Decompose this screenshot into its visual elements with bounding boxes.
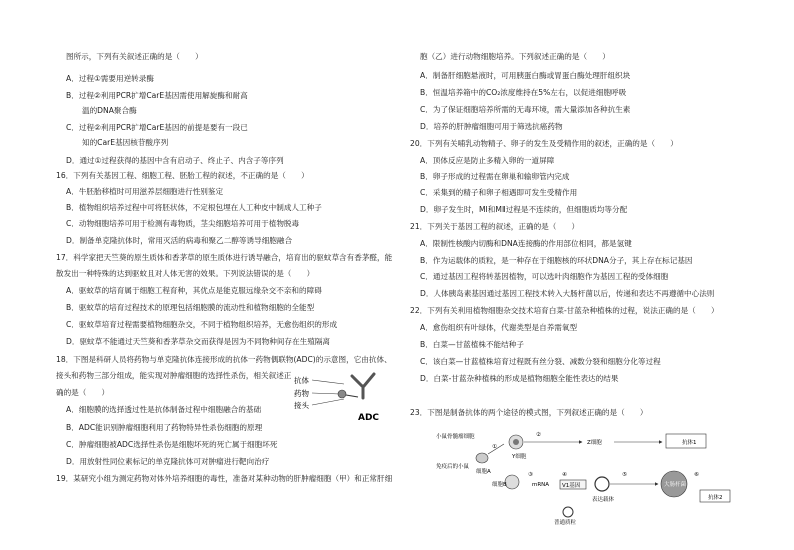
q17-option-d: D．驱蚊草不能通过天竺葵和香茅草杂交而获得是因为不同物种间存在生殖隔离 [66,337,331,346]
q22-option-a: A．愈伤组织有叶绿体，代谢类型是自养需氧型 [420,323,578,332]
q17-stem-cont: 散发出一种特殊的达到驱蚊且对人体无害的效果。下列说法错误的是（ ） [56,269,315,278]
q20-option-c: C．采集到的精子和卵子相遇即可发生受精作用 [420,188,578,197]
q15-option-b: B．过程②利用PCR扩增CarE基因需使用解旋酶和耐高 [66,91,248,100]
q18-stem: 18．下图是科研人员将药物与单克隆抗体连接形成的抗体一药物偶联物(ADC)的示意图，它由抗体、 [56,355,392,364]
label-y-cell: Y细胞 [512,454,527,460]
q17-stem: 17．科学家把天竺葵的原生质体和香茅草的原生质体进行诱导融合，培育出的驱蚊草含有香茅醛，能 [56,253,393,262]
q23-stem: 23．下图是制备抗体的两个途径的模式图，下列叙述正确的是（ ） [410,408,648,417]
q20-stem: 20．下列有关哺乳动物精子、卵子的发生及受精作用的叙述，正确的是（ ） [410,139,678,148]
q18-option-d: D．用放射性同位素标记的单克隆抗体可对肿瘤进行靶向治疗 [66,457,270,466]
q21-stem: 21．下列关于基因工程的叙述，正确的是（ ） [410,222,580,231]
plasmid-icon [563,507,573,517]
adc-label-adc: ADC [358,413,380,423]
q19-stem: 19．某研究小组为测定药物对体外培养细胞的毒性，准备对某种动物的肝肿瘤细胞（甲）和正常肝细 [56,474,393,483]
q17-option-b: B．驱蚊草的培育过程技术的原理包括细胞膜的流动性和植物细胞的全能型 [66,303,315,312]
antibody-pathway-diagram [432,426,732,526]
label-antibody1: 抗体1 [682,440,697,446]
q20-option-a: A．顶体反应是防止多精入卵的一道屏障 [420,156,555,165]
step6-label: ⑥ [694,472,699,478]
q18-option-a: A．细胞膜的选择透过性是抗体制备过程中细胞融合的基础 [66,405,262,414]
q21-option-a: A．限制性核酸内切酶和DNA连接酶的作用部位相同，都是氢键 [420,239,632,248]
label-z-cell: Z细胞 [587,440,602,446]
step5-label: ⑤ [622,472,627,478]
step4-label: ④ [562,472,567,478]
q22-option-b: B．白菜—甘蓝植株不能结种子 [420,340,524,349]
q15-option-c-cont: 知的CarE基因核苷酸序列 [82,138,169,147]
label-ecoli: 大肠杆菌 [664,482,687,488]
cell-a-icon [476,453,488,463]
q22-stem: 22．下列有关利用植物细胞杂交技术培育白菜-甘蓝杂种植株的过程，说法正确的是（ ） [410,306,719,315]
step3-label: ③ [528,472,533,478]
q15-option-b-cont: 温的DNA聚合酶 [82,106,137,115]
antibody-icon [352,374,374,398]
q20-option-b: B．卵子形成的过程需在卵巢和输卵管内完成 [420,172,570,181]
q19-option-b: B．恒温培养箱中的CO₂浓度维持在5%左右，以促进细胞呼吸 [420,88,627,97]
q19-option-a: A．制备肝细胞悬液时，可用胰蛋白酶或胃蛋白酶处理肝组织块 [420,71,631,80]
label-mouse-myeloma: 小鼠骨髓瘤细胞 [436,434,475,440]
q18-stem-cont2: 确的是（ ） [56,388,110,397]
q15-option-a: A．过程①需要用逆转录酶 [66,74,154,83]
step1-label: ① [492,444,497,450]
q15-stem-cont: 图所示，下列有关叙述正确的是（ ） [66,52,203,61]
q16-option-a: A．牛胚胎移植时可用滋养层细胞进行性别鉴定 [66,187,224,196]
q17-option-c: C．驱蚊草培育过程需要植物细胞杂交，不同于植物组织培养，无愈伤组织的形成 [66,320,338,329]
label-mrna: mRNA [532,482,550,488]
label-immunized-mouse: 免疫后的小鼠 [436,464,470,470]
q22-option-d: D．白菜-甘蓝杂种植株的形成是植物细胞全能性表达的结果 [420,374,619,383]
q16-option-d: D．制备单克隆抗体时，常用灭活的病毒和聚乙二醇等诱导细胞融合 [66,236,293,245]
q21-option-d: D．人体胰岛素基因通过基因工程技术转入大肠杆菌以后，传递和表达不再遵循中心法则 [420,289,715,298]
adc-label-antibody: 抗体 [294,376,309,385]
q18-option-b: B．ADC能识别肿瘤细胞利用了药物特异性杀伤细胞的原理 [66,423,263,432]
q21-option-b: B．作为运载体的质粒，是一种存在于细胞核的环状DNA分子，其上存在标记基因 [420,256,693,265]
q16-stem: 16．下列有关基因工程、细胞工程、胚胎工程的叙述，不正确的是（ ） [56,171,309,180]
step2-label: ② [536,432,541,438]
label-cell-b: 细胞B [492,482,507,488]
q18-option-c: C．肿瘤细胞被ADC选择性杀伤是细胞坏死的死亡属于细胞坏死 [66,440,278,449]
q16-option-c: C．动物细胞培养可用于检测有毒物质，茎尖细胞培养可用于植物脱毒 [66,219,300,228]
adc-diagram [292,372,388,424]
drug-icon [338,390,358,398]
q21-option-c: C．通过基因工程将转基因植物，可以选叶肉细胞作为基因工程的受体细胞 [420,272,669,281]
q19-option-d: D．培养的肝肿瘤细胞可用于筛选抗癌药物 [420,122,563,131]
label-v1-gene: V1基因 [562,483,581,489]
q20-option-d: D．卵子发生时，MⅠ和MⅡ过程是不连续的，但细胞质均等分配 [420,205,628,214]
q16-option-b: B．植物组织培养过程中可将胚状体，不定根包埋在人工种皮中制成人工种子 [66,203,322,212]
adc-label-linker: 接头 [294,401,309,410]
label-antibody2: 抗体2 [708,495,723,501]
q17-option-a: A．驱蚊草的培育属于细胞工程育种，其优点是能克服远缘杂交不亲和的障碍 [66,286,322,295]
cell-b-icon [505,475,519,489]
expression-vector-icon [595,477,609,491]
label-expression-vector: 表达载体 [592,497,615,503]
y-cell-nucleus-icon [513,439,519,445]
q18-stem-cont: 接头和药物三部分组成，能实现对肿瘤细胞的选择性杀伤，相关叙述正 [56,371,292,380]
label-cell-a: 细胞A [476,469,491,475]
q15-option-c: C．过程②利用PCR扩增CarE基因的前提是要有一段已 [66,123,248,132]
adc-label-drug: 药物 [294,389,309,398]
q22-option-c: C．该白菜—甘蓝植株培育过程既有丝分裂、减数分裂和细胞分化等过程 [420,357,661,366]
label-plasmid: 普通质粒 [554,520,577,526]
q19-option-c: C．为了保证细胞培养所需的无毒环境，需大量添加各种抗生素 [420,105,631,114]
q19-stem-cont: 胞（乙）进行动物细胞培养。下列叙述正确的是（ ） [420,52,610,61]
q15-option-d: D．通过①过程获得的基因中含有启动子、终止子、内含子等序列 [66,156,284,165]
